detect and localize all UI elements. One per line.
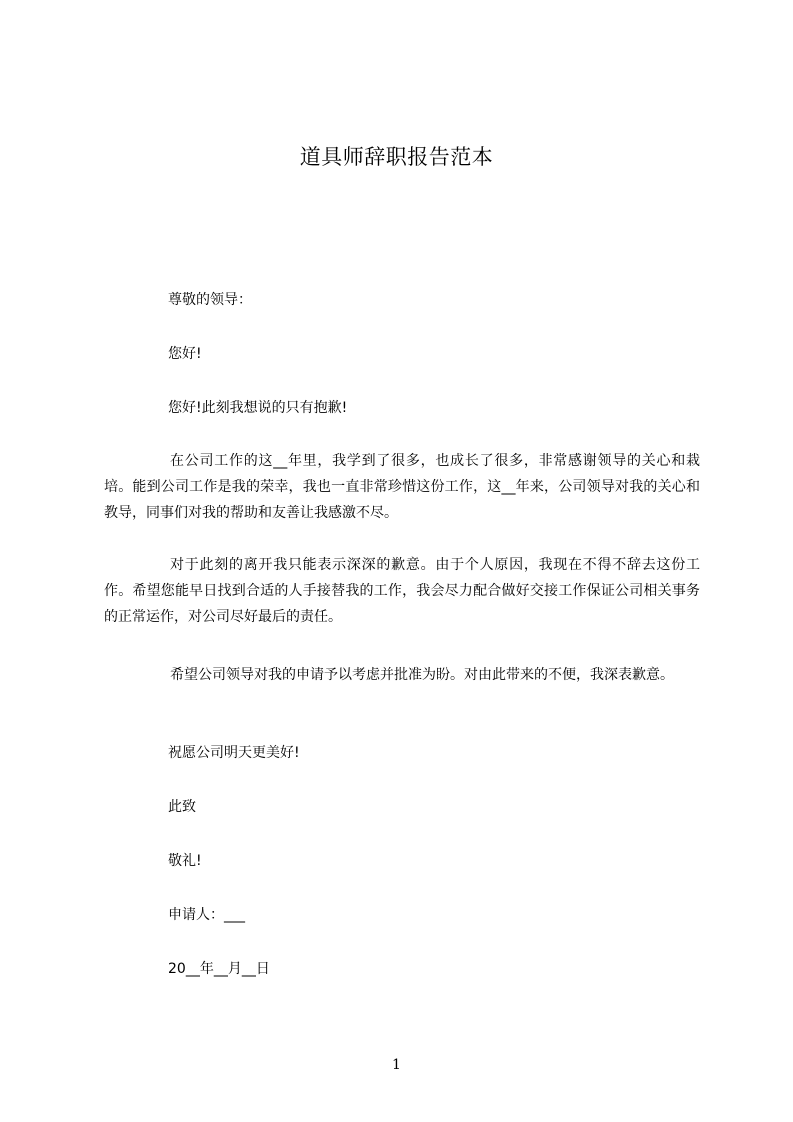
paragraph-text: 在公司工作的这__年里，我学到了很多，也成长了很多，非常感谢领导的关心和栽培。能到公司工作是我的荣幸，我也一直非常珍惜这份工作，这__年来，公司领导对我的关心和教导，同事们对我的帮助和友善让我感激不尽。 xyxy=(104,453,700,521)
greeting: 您好! xyxy=(168,346,202,362)
applicant-line: 申请人：___ xyxy=(168,907,245,923)
paragraph-text: 希望公司领导对我的申请予以考虑并批准为盼。对由此带来的不便，我深表歉意。 xyxy=(170,667,674,683)
closing-line-1: 此致 xyxy=(168,799,196,815)
page-number: 1 xyxy=(392,1057,401,1073)
date-line: 20__年__月__日 xyxy=(168,961,270,977)
body-paragraph-3 xyxy=(104,662,700,688)
body-paragraph-1 xyxy=(104,448,700,526)
body-paragraph-2 xyxy=(104,552,700,630)
wishes-line: 祝愿公司明天更美好! xyxy=(168,745,300,761)
salutation: 尊敬的领导： xyxy=(168,292,252,308)
document-title: 道具师辞职报告范本 xyxy=(299,145,494,169)
closing-line-2: 敬礼! xyxy=(168,853,202,869)
paragraph-text: 对于此刻的离开我只能表示深深的歉意。由于个人原因，我现在不得不辞去这份工作。希望您能早日找到合适的人手接替我的工作，我会尽力配合做好交接工作保证公司相关事务的正常运作，对公司尽好最后的责任。 xyxy=(104,557,700,625)
opening-line: 您好!此刻我想说的只有抱歉! xyxy=(168,400,348,416)
